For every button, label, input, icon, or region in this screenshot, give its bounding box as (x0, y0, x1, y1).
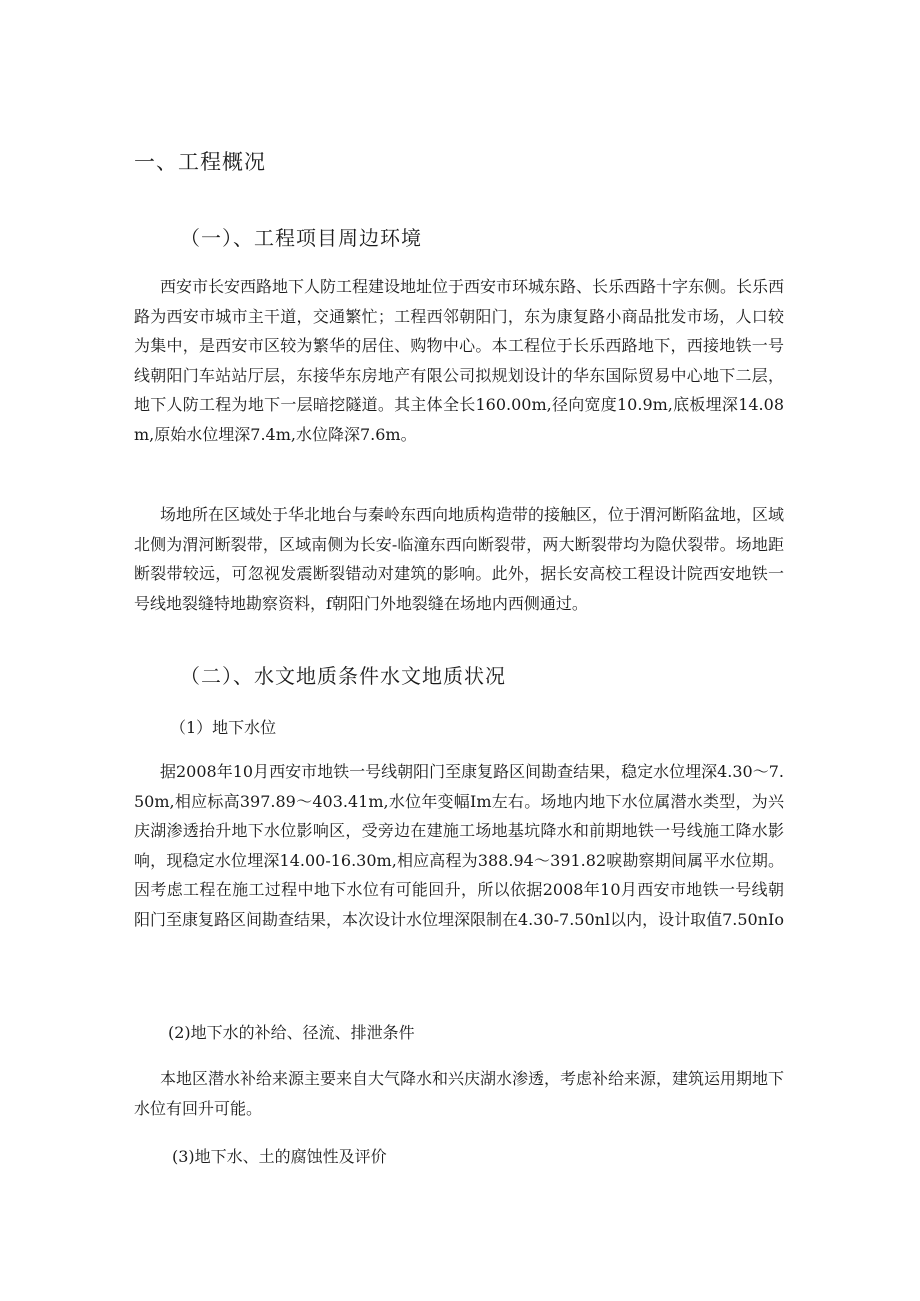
paragraph-groundwater-level: 据2008年10月西安市地铁一号线朝阳门至康复路区间勘查结果，稳定水位埋深4.30～7.50m,相应标高397.89～403.41m,水位年变幅Im左右。场地内地下水位属潜水类型，为兴庆湖渗透抬升地下水位影响区，受旁边在建施工场地基坑降水和前期地铁一号线施工降水影响，现稳定水位埋深14.00-16.30m,相应高程为388.94～391.82唳勘察期间属平水位期。因考虑工程在施工过程中地下水位有可能回升，所以依据2008年10月西安市地铁一号线朝阳门至康复路区间勘查结果，本次设计水位埋深限制在4.30-7.50nl以内，设计取值7.50nIo (134, 762, 784, 929)
item-heading-recharge: (2)地下水的补给、径流、排泄条件 (168, 1023, 415, 1042)
paragraph-project-location: 西安市长安西路地下人防工程建设地址位于西安市环城东路、长乐西路十字东侧。长乐西路为西安市城市主干道，交通繁忙；工程西邻朝阳门，东为康复路小商品批发市场，人口较为集中，是西安市区较为繁华的居住、购物中心。本工程位于长乐西路地下，西接地铁一号线朝阳门车站站厅层，东接华东房地产有限公司拟规划设计的华东国际贸易中心地下二层，地下人防工程为地下一层暗挖隧道。其主体全长160.00m,径向宽度10.9m,底板埋深14.08m,原始水位埋深7.4m,水位降深7.6m。 (134, 277, 785, 444)
subsection-title-environment: （一）、工程项目周边环境 (180, 226, 422, 250)
paragraph-recharge: 本地区潜水补给来源主要来自大气降水和兴庆湖水渗透，考虑补给来源，建筑运用期地下水位有回升可能。 (134, 1069, 785, 1118)
item-heading-groundwater-level: （1）地下水位 (170, 718, 277, 737)
paragraph-geology: 场地所在区域处于华北地台与秦岭东西向地质构造带的接触区，位于渭河断陷盆地，区域北侧为渭河断裂带，区域南侧为长安-临潼东西向断裂带，两大断裂带均为隐伏裂带。场地距断裂带较远，可忽视发震断裂错动对建筑的影响。此外，据长安高校工程设计院西安地铁一号线地裂缝特地勘察资料，f朝阳门外地裂缝在场地内西侧通过。 (134, 505, 785, 613)
item-heading-corrosion: (3)地下水、土的腐蚀性及评价 (172, 1147, 387, 1166)
section-title-overview: 一、工程概况 (134, 150, 266, 174)
subsection-title-hydrogeology: （二）、水文地质条件水文地质状况 (180, 664, 506, 688)
